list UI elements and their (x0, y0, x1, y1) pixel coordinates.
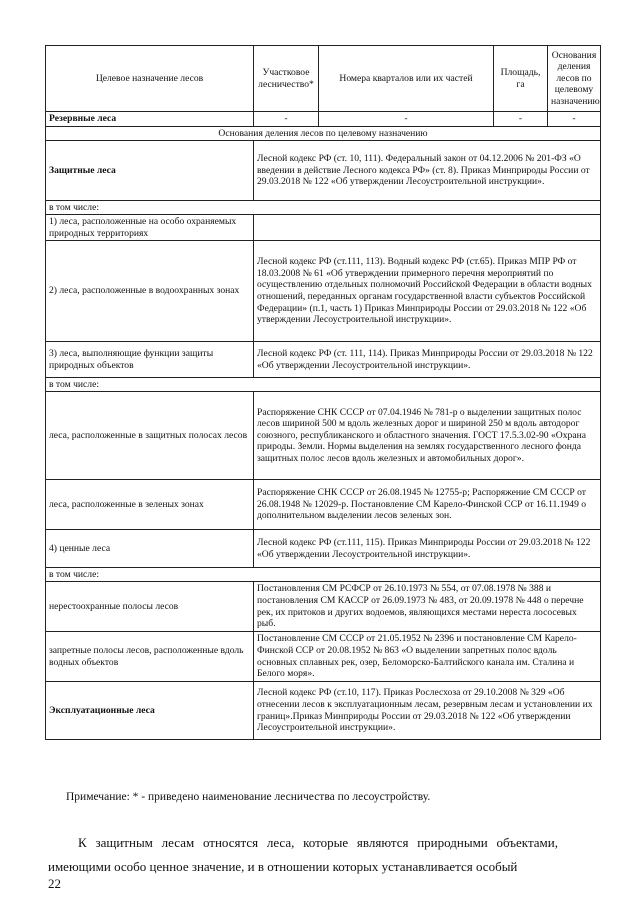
table-row (46, 632, 601, 682)
reserve-area-value: - (494, 112, 548, 127)
spawning-strips-basis: Постановления СМ РСФСР от 26.10.1973 № 554, от 07.08.1978 № 388 и постановления СМ КАССР от 26.09.1973 № 483, от 20.09.1978 № 448 о перечне рек, их притоков и других водоемов, являющихся местами нереста лососевых рыб. (254, 582, 601, 632)
header-area: Площадь, га (494, 46, 548, 112)
including-label: в том числе: (46, 378, 601, 392)
water-protection-label: 2) леса, расположенные в водоохранных зонах (46, 241, 254, 342)
exploitation-forests-label: Эксплуатационные леса (46, 682, 254, 740)
water-protection-basis: Лесной кодекс РФ (ст.111, 113). Водный кодекс РФ (ст.65). Приказ МПР РФ от 18.03.2008 № 61 «Об утверждении примерного перечня мероприятий по осуществлению отдельных полномочий Российской Федерации в области водных отношений, переданных органам государственной власти субъектов Российской Федерации» (п.1, часть 1) Приказ Минприроды России от 29.03.2018 № 122 «Об утверждении Лесоустроительной инструкции». (254, 241, 601, 342)
table-row (46, 141, 601, 201)
table-row (46, 568, 601, 582)
protective-forests-label: Защитные леса (46, 141, 254, 201)
header-purpose: Целевое назначение лесов (46, 46, 254, 112)
forest-purpose-table (45, 45, 601, 740)
table-header-row (46, 46, 601, 112)
table-row (46, 582, 601, 632)
protected-areas-label: 1) леса, расположенные на особо охраняемых природных территориях (46, 215, 254, 241)
table-row (46, 378, 601, 392)
table-row (46, 342, 601, 378)
table-footnote: Примечание: * - приведено наименование лесничества по лесоустройству. (66, 791, 431, 803)
restricted-strips-basis: Постановление СМ СССР от 21.05.1952 № 2396 и постановление СМ Карело-Финской ССР от 20.08.1952 № 863 «О выделении запретных полос вдоль основных сплавных рек, озер, Беломорско-Балтийского канала им. Сталина и Белого моря». (254, 632, 601, 682)
valuable-forests-label: 4) ценные леса (46, 530, 254, 568)
protective-strips-basis: Распоряжение СНК СССР от 07.04.1946 № 781-р о выделении защитных полос лесов шириной 500 м вдоль железных дорог и шириной 250 м вдоль автодорог союзного, республиканского и областного значения. ГОСТ 17.5.3.02-90 «Охрана природы. Земли. Нормы выделения на землях государственного лесного фонда защитных полос лесов вдоль железных и автомобильных дорог». (254, 392, 601, 480)
protective-forests-basis: Лесной кодекс РФ (ст. 10, 111). Федеральный закон от 04.12.2006 № 201-ФЗ «О введении в действие Лесного кодекса РФ» (ст. 8). Приказ Минприроды России от 29.03.2018 № 122 «Об утверждении Лесоустроительной инструкции». (254, 141, 601, 201)
green-zones-label: леса, расположенные в зеленых зонах (46, 480, 254, 530)
table-row (46, 392, 601, 480)
green-zones-basis: Распоряжение СНК СССР от 26.08.1945 № 12755-р; Распоряжение СМ СССР от 26.08.1948 № 12029-р. Постановление СМ Карело-Финской ССР от 16.11.1949 о дополнительном выделении лесов зеленых зон. (254, 480, 601, 530)
table-row (46, 480, 601, 530)
restricted-strips-label: запретные полосы лесов, расположенные вдоль водных объектов (46, 632, 254, 682)
table-row (46, 530, 601, 568)
protected-areas-basis (254, 215, 601, 241)
table-row (46, 682, 601, 740)
header-forestry: Участковое лесничество* (254, 46, 319, 112)
table-row (46, 112, 601, 127)
body-paragraph (48, 831, 558, 879)
header-quarters: Номера кварталов или их частей (319, 46, 494, 112)
reserve-quarters-value: - (319, 112, 494, 127)
spawning-strips-label: нерестоохранные полосы лесов (46, 582, 254, 632)
header-basis: Основания деления лесов по целевому назначению (548, 46, 601, 112)
table-row (46, 127, 601, 141)
table-row (46, 241, 601, 342)
section-title: Основания деления лесов по целевому назначению (46, 127, 601, 141)
including-label: в том числе: (46, 201, 601, 215)
protective-strips-label: леса, расположенные в защитных полосах лесов (46, 392, 254, 480)
reserve-forests-label: Резервные леса (46, 112, 254, 127)
natural-objects-basis: Лесной кодекс РФ (ст. 111, 114). Приказ Минприроды России от 29.03.2018 № 122 «Об утверждении Лесоустроительной инструкции». (254, 342, 601, 378)
body-paragraph-text: К защитным лесам относятся леса, которые являются природными объектами, имеющими особо ценное значение, и в отношении которых устанавливается особый (48, 835, 558, 874)
table-row (46, 215, 601, 241)
including-label: в том числе: (46, 568, 601, 582)
valuable-forests-basis: Лесной кодекс РФ (ст.111, 115). Приказ Минприроды России от 29.03.2018 № 122 «Об утверждении Лесоустроительной инструкции». (254, 530, 601, 568)
natural-objects-label: 3) леса, выполняющие функции защиты природных объектов (46, 342, 254, 378)
table-row (46, 201, 601, 215)
reserve-forestry-value: - (254, 112, 319, 127)
reserve-basis-value: - (548, 112, 601, 127)
exploitation-forests-basis: Лесной кодекс РФ (ст.10, 117). Приказ Рослесхоза от 29.10.2008 № 329 «Об отнесении лесов к эксплуатационным лесам, резервным лесам и установлении их границ».Приказ Минприроды России от 29.03.2018 № 122 «Об утверждении Лесоустроительной инструкции». (254, 682, 601, 740)
page-number: 22 (48, 876, 61, 891)
